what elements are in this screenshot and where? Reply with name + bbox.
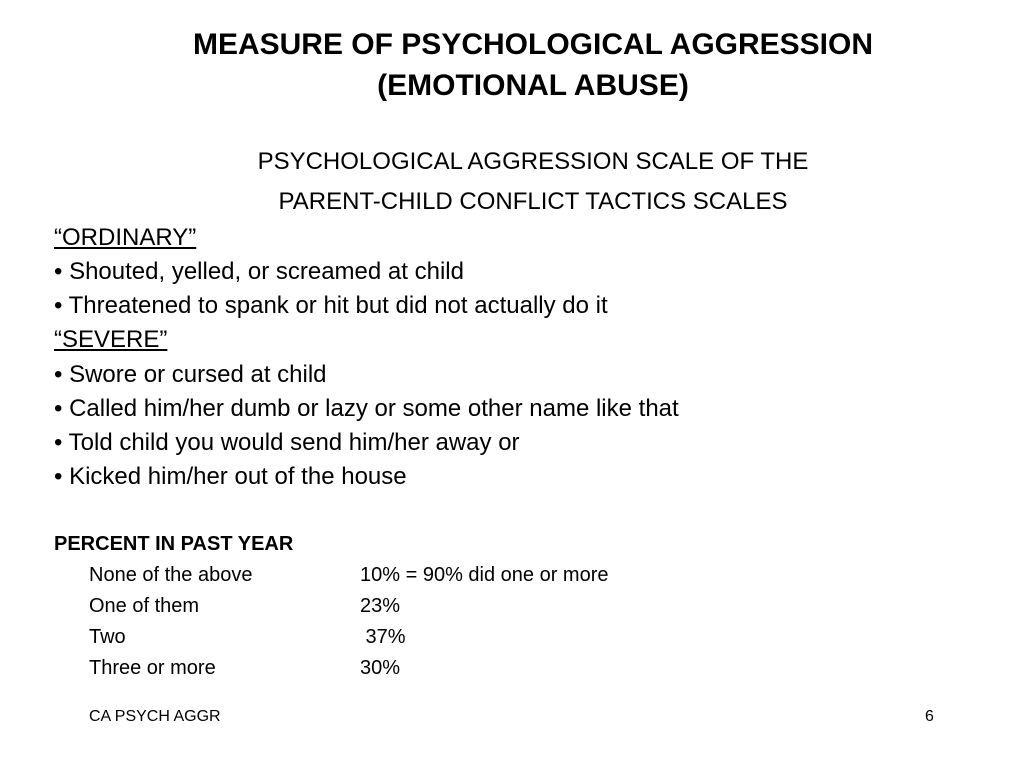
- page-number: 6: [925, 708, 934, 725]
- ordinary-heading: “ORDINARY”: [54, 224, 197, 251]
- severe-item: • Told child you would send him/her away or: [54, 429, 520, 456]
- slide-title-line-2: (EMOTIONAL ABUSE): [377, 69, 689, 102]
- percent-row-value: 10% = 90% did one or more: [360, 564, 609, 586]
- slide-title-line-1: MEASURE OF PSYCHOLOGICAL AGGRESSION: [192, 28, 874, 61]
- percent-heading: PERCENT IN PAST YEAR: [54, 533, 294, 555]
- percent-row-label: None of the above: [89, 564, 253, 586]
- footer-label: CA PSYCH AGGR: [89, 708, 221, 725]
- percent-row-value: 23%: [360, 595, 401, 617]
- percent-row-label: Two: [89, 626, 126, 648]
- severe-item: • Kicked him/her out of the house: [54, 463, 407, 490]
- percent-row-value: 37%: [360, 626, 406, 648]
- subtitle-line-2: PARENT-CHILD CONFLICT TACTICS SCALES: [278, 188, 788, 215]
- percent-row-label: One of them: [89, 595, 200, 617]
- ordinary-item: • Threatened to spank or hit but did not actually do it: [54, 292, 608, 319]
- severe-item: • Swore or cursed at child: [54, 361, 327, 388]
- severe-item: • Called him/her dumb or lazy or some other name like that: [54, 395, 679, 422]
- percent-row-label: Three or more: [89, 657, 216, 679]
- severe-heading: “SEVERE”: [54, 326, 168, 353]
- percent-row-value: 30%: [360, 657, 401, 679]
- ordinary-item: • Shouted, yelled, or screamed at child: [54, 258, 464, 285]
- subtitle-line-1: PSYCHOLOGICAL AGGRESSION SCALE OF THE: [257, 148, 809, 175]
